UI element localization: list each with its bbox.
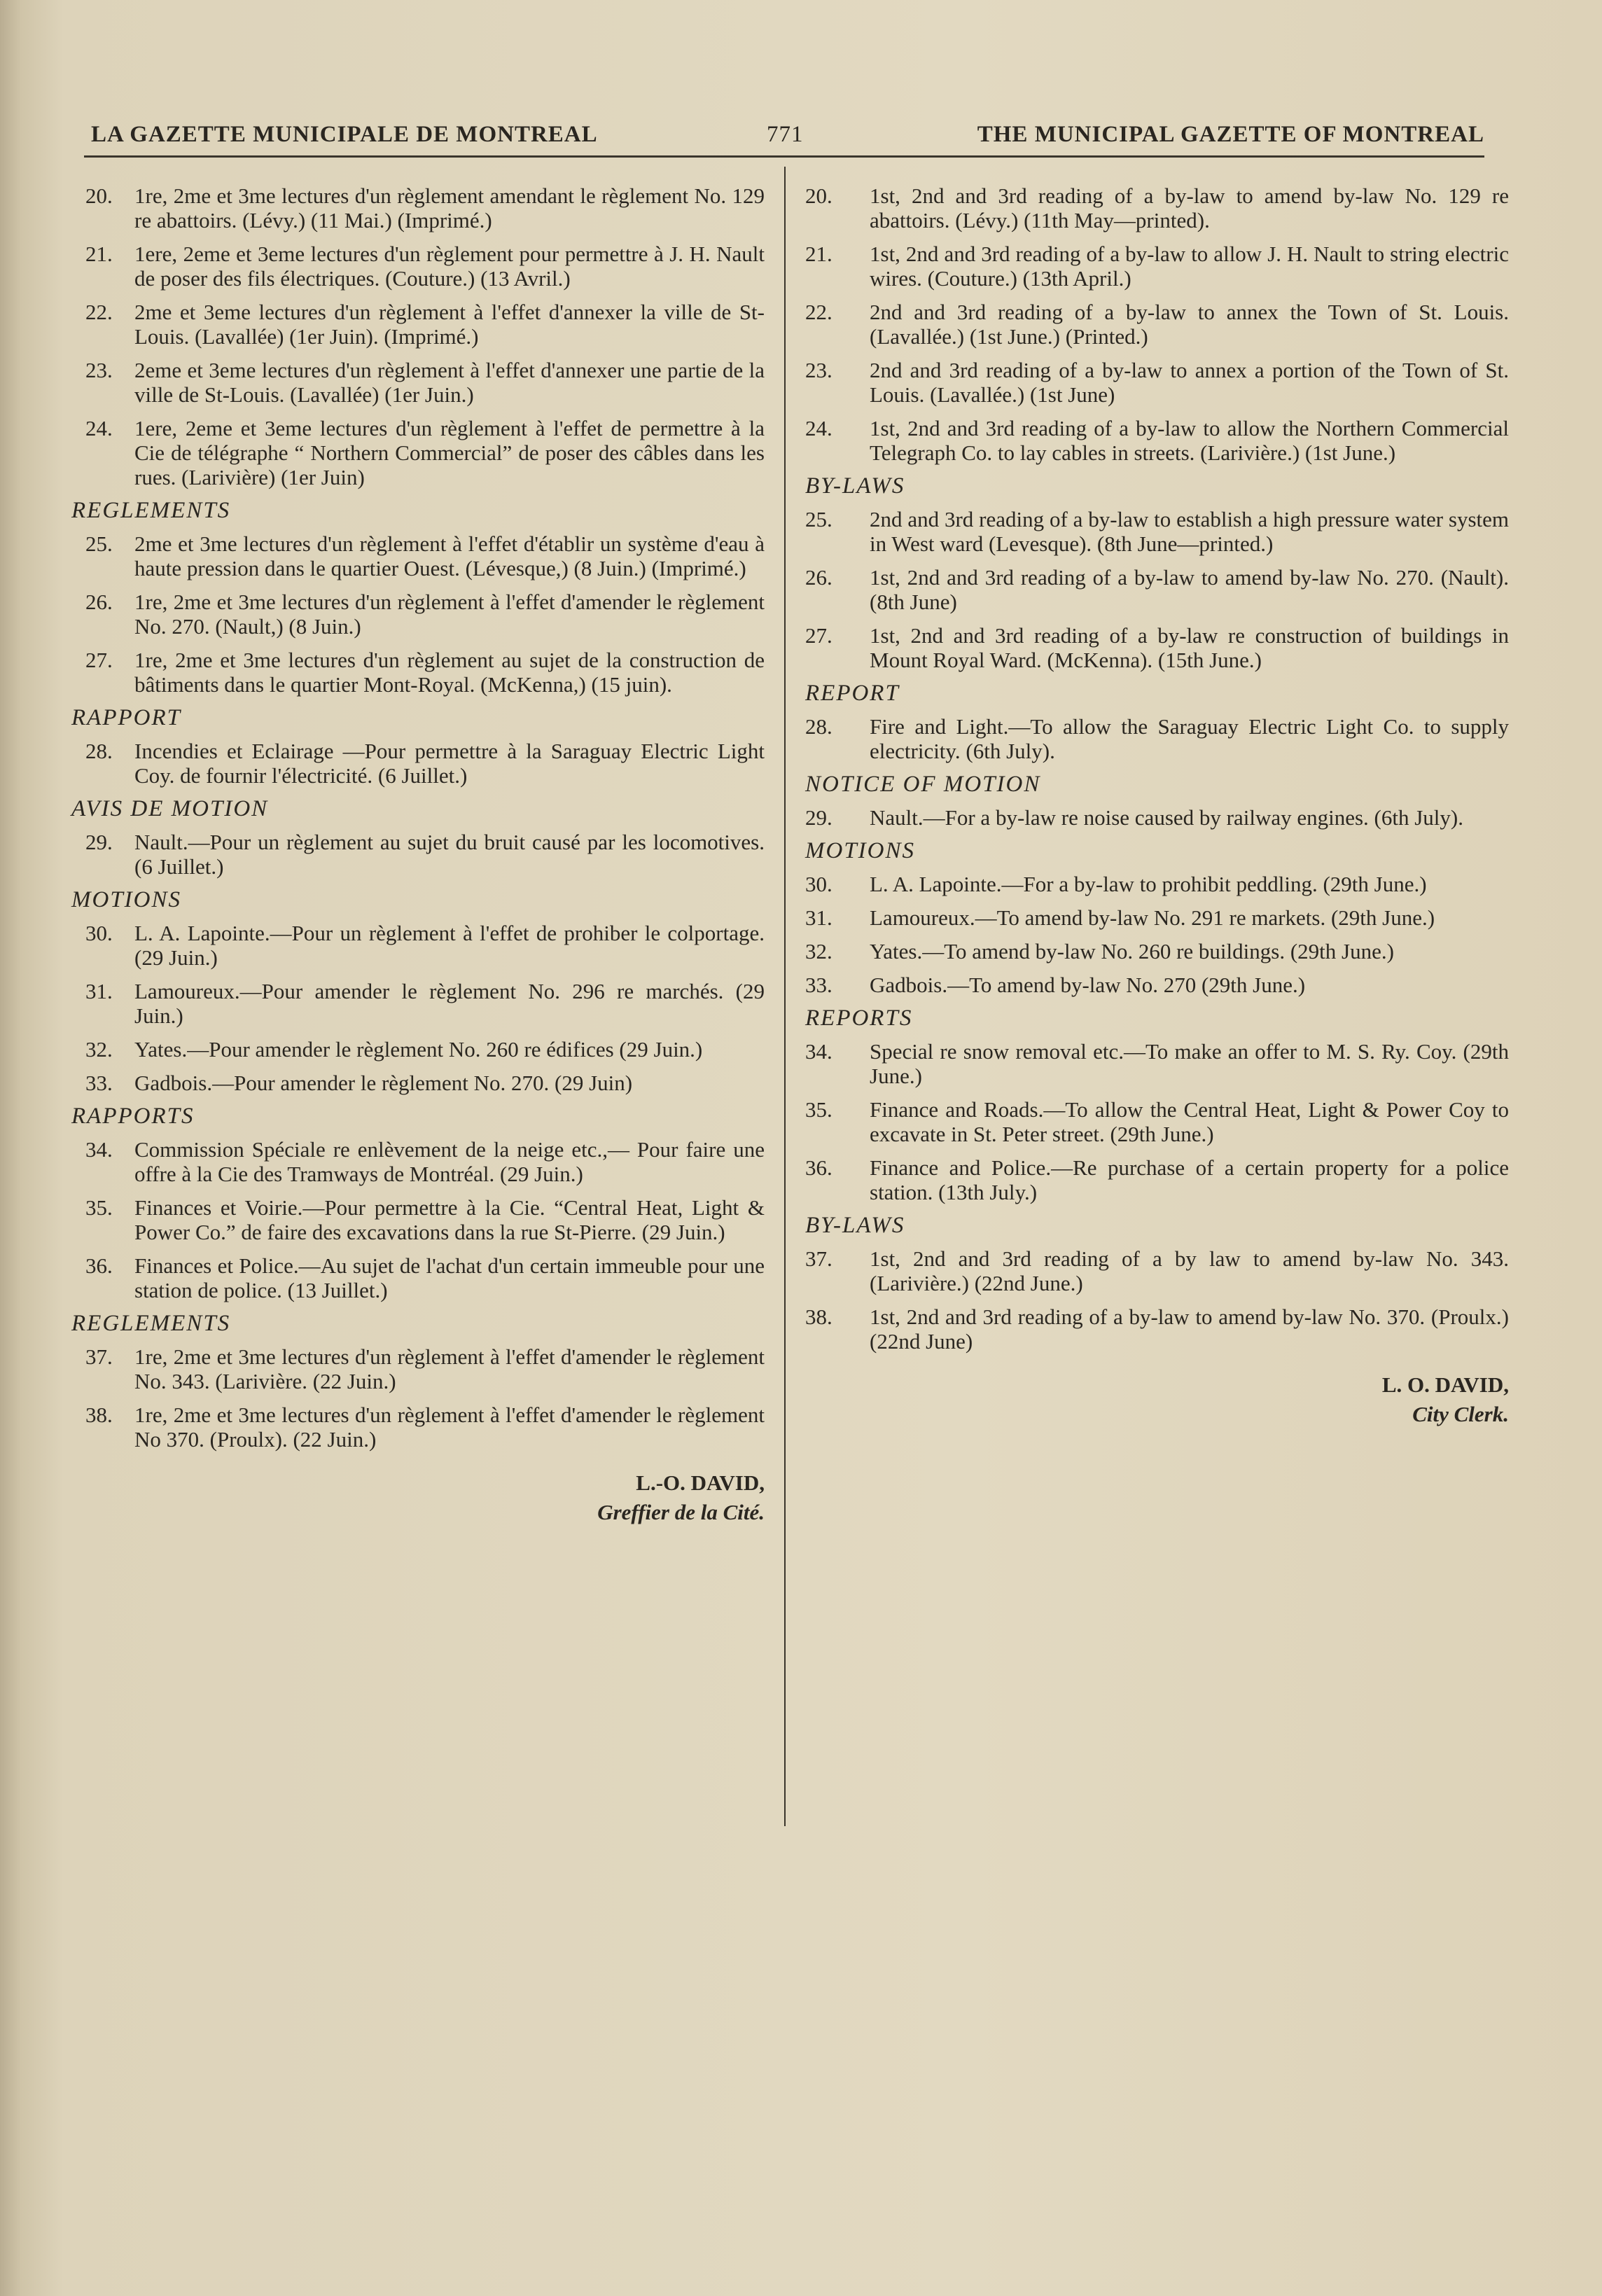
item-number: 29. [805, 805, 833, 830]
agenda-item [805, 805, 1509, 830]
agenda-item [805, 939, 1509, 963]
agenda-item [85, 416, 765, 489]
agenda-item [805, 565, 1509, 614]
item-text: Lamoureux.—To amend by-law No. 291 re markets. (29th June.) [870, 905, 1435, 930]
header-rule [84, 155, 1484, 158]
item-number: 25. [85, 531, 113, 556]
agenda-item [805, 242, 1509, 291]
agenda-item [85, 358, 765, 407]
section-heading: REGLEMENTS [71, 498, 231, 523]
item-number: 20. [85, 183, 113, 208]
column-divider [784, 167, 786, 1826]
item-number: 24. [805, 416, 833, 440]
section-heading: REPORT [805, 681, 900, 706]
item-number: 38. [805, 1304, 833, 1329]
header-title-french: LA GAZETTE MUNICIPALE DE MONTREAL [91, 122, 598, 147]
item-number: 22. [85, 300, 113, 324]
agenda-item [805, 973, 1509, 997]
item-text: 2me et 3eme lectures d'un règlement à l'effet d'annexer la ville de St-Louis. (Lavallée) (1er Juin). (Imprimé.) [134, 300, 765, 349]
signature-title: Greffier de la Cité. [597, 1500, 765, 1524]
item-text: 1st, 2nd and 3rd reading of a by law to amend by-law No. 343. (Larivière.) (22nd June.) [870, 1246, 1509, 1295]
section-heading: MOTIONS [71, 887, 182, 912]
agenda-item [85, 1195, 765, 1244]
item-number: 30. [85, 921, 113, 945]
item-number: 21. [805, 242, 833, 266]
item-text: 1re, 2me et 3me lectures d'un règlement à l'effet d'amender le règlement No 370. (Proulx). (22 Juin.) [134, 1403, 765, 1452]
agenda-item [805, 416, 1509, 465]
item-text: 1re, 2me et 3me lectures d'un règlement à l'effet d'amender le règlement No. 343. (Larivière. (22 Juin.) [134, 1344, 765, 1393]
agenda-item [805, 714, 1509, 763]
item-text: Finances et Police.—Au sujet de l'achat d'un certain immeuble pour une station de police. (13 Juillet.) [134, 1253, 765, 1302]
section-heading: BY-LAWS [805, 473, 905, 499]
header-title-english: THE MUNICIPAL GAZETTE OF MONTREAL [977, 122, 1484, 147]
item-number: 35. [805, 1097, 833, 1122]
item-text: Nault.—For a by-law re noise caused by railway engines. (6th July). [870, 805, 1463, 830]
section-heading: RAPPORTS [71, 1104, 195, 1129]
item-text: 1re, 2me et 3me lectures d'un règlement à l'effet d'amender le règlement No. 270. (Nault,) (8 Juin.) [134, 590, 765, 639]
item-text: Lamoureux.—Pour amender le règlement No. 296 re marchés. (29 Juin.) [134, 979, 765, 1028]
item-number: 32. [85, 1037, 113, 1062]
signature-name: L.-O. DAVID, [636, 1470, 765, 1495]
item-text: 1st, 2nd and 3rd reading of a by-law to amend by-law No. 270. (Nault). (8th June) [870, 565, 1509, 614]
item-text: Fire and Light.—To allow the Saraguay Electric Light Co. to supply electricity. (6th July). [870, 714, 1509, 763]
french-column [71, 183, 765, 1527]
page-header [84, 118, 1484, 160]
item-number: 21. [85, 242, 113, 266]
item-text: Incendies et Eclairage —Pour permettre à la Saraguay Electric Light Coy. de fournir l'électricité. (6 Juillet.) [134, 739, 765, 788]
agenda-item [85, 1037, 765, 1062]
item-number: 34. [85, 1137, 113, 1162]
item-text: Finance and Roads.—To allow the Central Heat, Light & Power Coy to excavate in St. Peter street. (29th June.) [870, 1097, 1509, 1146]
item-text: Commission Spéciale re enlèvement de la neige etc.,— Pour faire une offre à la Cie des Tramways de Montréal. (29 Juin.) [134, 1137, 765, 1186]
item-text: Special re snow removal etc.—To make an offer to M. S. Ry. Coy. (29th June.) [870, 1039, 1509, 1088]
item-number: 31. [805, 905, 833, 930]
item-number: 37. [805, 1246, 833, 1271]
item-number: 37. [85, 1344, 113, 1369]
item-text: 1re, 2me et 3me lectures d'un règlement au sujet de la construction de bâtiments dans le quartier Mont-Royal. (McKenna,) (15 juin). [134, 648, 765, 697]
item-number: 24. [85, 416, 113, 440]
item-text: 1st, 2nd and 3rd reading of a by-law to allow J. H. Nault to string electric wires. (Couture.) (13th April.) [870, 242, 1509, 291]
item-number: 29. [85, 830, 113, 854]
item-text: Finance and Police.—Re purchase of a certain property for a police station. (13th July.) [870, 1155, 1509, 1204]
item-text: 1st, 2nd and 3rd reading of a by-law to allow the Northern Commercial Telegraph Co. to lay cables in streets. (Larivière.) (1st June.) [870, 416, 1509, 465]
item-text: Nault.—Pour un règlement au sujet du bruit causé par les locomotives. (6 Juillet.) [134, 830, 765, 879]
agenda-item [85, 1137, 765, 1186]
agenda-item [85, 1071, 765, 1095]
agenda-item [805, 183, 1509, 232]
item-text: L. A. Lapointe.—For a by-law to prohibit peddling. (29th June.) [870, 872, 1427, 896]
item-number: 25. [805, 507, 833, 531]
page-number: 771 [767, 122, 804, 147]
item-text: Gadbois.—To amend by-law No. 270 (29th June.) [870, 973, 1306, 997]
item-text: L. A. Lapointe.—Pour un règlement à l'effet de prohiber le colportage. (29 Juin.) [134, 921, 765, 970]
agenda-item [85, 183, 765, 232]
item-number: 34. [805, 1039, 833, 1064]
item-text: Yates.—Pour amender le règlement No. 260 re édifices (29 Juin.) [134, 1037, 703, 1062]
signature-name: L. O. DAVID, [1381, 1372, 1509, 1397]
item-text: 1st, 2nd and 3rd reading of a by-law re construction of buildings in Mount Royal Ward. (McKenna). (15th June.) [870, 623, 1509, 672]
agenda-item [85, 921, 765, 970]
section-heading: NOTICE OF MOTION [805, 772, 1041, 797]
item-text: 2eme et 3eme lectures d'un règlement à l'effet d'annexer une partie de la ville de St-Louis. (Lavallée) (1er Juin.) [134, 358, 765, 407]
signature-block [805, 1370, 1509, 1429]
item-text: 1st, 2nd and 3rd reading of a by-law to amend by-law No. 370. (Proulx.) (22nd June) [870, 1304, 1509, 1354]
item-text: Yates.—To amend by-law No. 260 re buildings. (29th June.) [870, 939, 1394, 963]
agenda-item [805, 905, 1509, 930]
agenda-item [85, 830, 765, 879]
item-number: 27. [85, 648, 113, 672]
agenda-item [805, 1097, 1509, 1146]
signature-title: City Clerk. [1412, 1402, 1509, 1426]
item-text: 2nd and 3rd reading of a by-law to annex the Town of St. Louis. (Lavallée.) (1st June.) (Printed.) [870, 300, 1509, 349]
signature-block [85, 1468, 765, 1527]
item-text: 2nd and 3rd reading of a by-law to annex a portion of the Town of St. Louis. (Lavallée.) (1st June) [870, 358, 1509, 407]
agenda-item [805, 623, 1509, 672]
item-number: 23. [805, 358, 833, 382]
section-heading: MOTIONS [805, 838, 916, 863]
agenda-item [805, 1246, 1509, 1295]
item-number: 38. [85, 1403, 113, 1427]
item-text: 2nd and 3rd reading of a by-law to establish a high pressure water system in West ward (Levesque). (8th June—printed.) [870, 507, 1509, 556]
item-number: 35. [85, 1195, 113, 1220]
item-text: Finances et Voirie.—Pour permettre à la Cie. “Central Heat, Light & Power Co.” de faire des excavations dans la rue St-Pierre. (29 Juin.) [134, 1195, 765, 1244]
agenda-item [85, 979, 765, 1028]
item-text: Gadbois.—Pour amender le règlement No. 270. (29 Juin) [134, 1071, 633, 1095]
agenda-item [805, 1155, 1509, 1204]
agenda-item [805, 1039, 1509, 1088]
agenda-item [85, 739, 765, 788]
agenda-item [85, 1403, 765, 1452]
item-number: 26. [85, 590, 113, 614]
item-text: 1re, 2me et 3me lectures d'un règlement amendant le règlement No. 129 re abattoirs. (Lévy.) (11 Mai.) (Imprimé.) [134, 183, 765, 232]
item-number: 31. [85, 979, 113, 1003]
agenda-item [85, 648, 765, 697]
item-number: 33. [805, 973, 833, 997]
section-heading: REPORTS [805, 1006, 913, 1031]
item-text: 1ere, 2eme et 3eme lectures d'un règlement à l'effet de permettre à la Cie de télégraphe “ Northern Commercial” de poser des câbles dans les rues. (Larivière) (1er Juin) [134, 416, 765, 489]
item-text: 1st, 2nd and 3rd reading of a by-law to amend by-law No. 129 re abattoirs. (Lévy.) (11th May—printed). [870, 183, 1509, 232]
agenda-item [805, 358, 1509, 407]
agenda-item [85, 1253, 765, 1302]
agenda-item [805, 300, 1509, 349]
item-number: 20. [805, 183, 833, 208]
item-text: 1ere, 2eme et 3eme lectures d'un règlement pour permettre à J. H. Nault de poser des fils électriques. (Couture.) (13 Avril.) [134, 242, 765, 291]
agenda-item [85, 531, 765, 580]
item-text: 2me et 3me lectures d'un règlement à l'effet d'établir un système d'eau à haute pression dans le quartier Ouest. (Lévesque,) (8 Juin.) (Imprimé.) [134, 531, 765, 580]
item-number: 30. [805, 872, 833, 896]
agenda-item [805, 1304, 1509, 1354]
section-heading: REGLEMENTS [71, 1311, 231, 1336]
section-heading: BY-LAWS [805, 1213, 905, 1238]
agenda-item [805, 872, 1509, 896]
item-number: 22. [805, 300, 833, 324]
item-number: 36. [805, 1155, 833, 1180]
item-number: 36. [85, 1253, 113, 1278]
item-number: 28. [85, 739, 113, 763]
agenda-item [85, 242, 765, 291]
section-heading: AVIS DE MOTION [71, 796, 269, 821]
item-number: 28. [805, 714, 833, 739]
agenda-item [85, 590, 765, 639]
item-number: 33. [85, 1071, 113, 1095]
english-column [805, 183, 1509, 1429]
agenda-item [85, 1344, 765, 1393]
item-number: 32. [805, 939, 833, 963]
section-heading: RAPPORT [71, 705, 181, 730]
item-number: 23. [85, 358, 113, 382]
item-number: 26. [805, 565, 833, 590]
item-number: 27. [805, 623, 833, 648]
agenda-item [85, 300, 765, 349]
agenda-item [805, 507, 1509, 556]
